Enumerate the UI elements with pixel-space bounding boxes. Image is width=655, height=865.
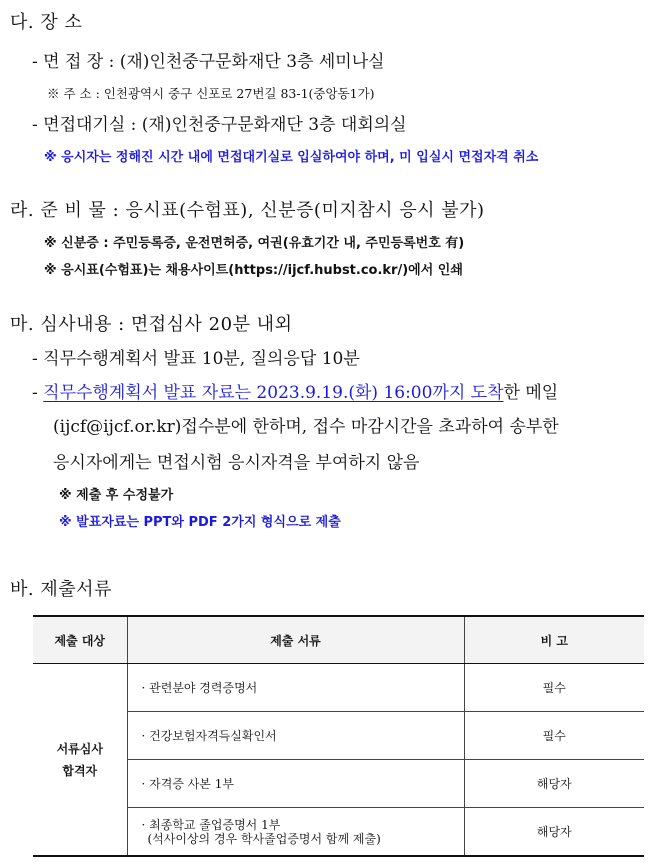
target-line-1: 서류심사 [56,741,103,756]
deadline-line [32,378,558,403]
format-note: ※ 발표자료는 PPT와 PDF 2가지 형식으로 제출 [59,515,341,530]
header-remarks: 비 고 [464,616,644,664]
venue-line: - 면 접 장 : (재)인천중구문화재단 3층 세미나실 [32,52,385,72]
target-cell [33,664,127,857]
deadline-highlight: 직무수행계획서 발표 자료는 2023.9.19.(화) 16:00까지 도착 [43,383,504,403]
table-header-row [33,616,644,664]
remark-cell: 필수 [464,712,644,760]
remark-cell: 필수 [464,664,644,712]
section-ra-heading: 라. 준 비 물 : 응시표(수험표), 신분증(미지참시 응시 불가) [10,200,485,221]
target-line-2: 합격자 [62,763,98,778]
id-card-note: ※ 신분증 : 주민등록증, 운전면허증, 여권(유효기간 내, 주민등록번호 有) [44,236,465,251]
entry-notice: ※ 응시자는 정해진 시간 내에 면접대기실로 입실하여야 하며, 미 입실시 면접자격 취소 [44,150,539,165]
waiting-room-line: - 면접대기실 : (재)인천중구문화재단 3층 대회의실 [32,115,407,135]
document-cell [127,808,464,857]
document-cell: · 자격증 사본 1부 [127,760,464,808]
deadline-rest: 한 메일 [503,383,559,403]
deadline-line-3: 응시자에게는 면접시험 응시자격을 부여하지 않음 [53,453,420,473]
document-text: · 최종학교 졸업증명서 1부 [141,817,281,832]
section-ma-heading: 마. 심사내용 : 면접심사 20분 내외 [10,314,293,335]
presentation-time-line: - 직무수행계획서 발표 10분, 질의응답 10분 [32,349,360,369]
deadline-dash: - [32,383,44,403]
header-documents: 제출 서류 [127,616,464,664]
section-ba-heading: 바. 제출서류 [10,579,112,600]
address-note: ※ 주 소 : 인천광역시 중구 신포로 27번길 83-1(중앙동1가) [47,86,375,101]
document-cell: · 건강보험자격득실확인서 [127,712,464,760]
remark-cell: 해당자 [464,760,644,808]
document-cell: · 관련분야 경력증명서 [127,664,464,712]
documents-table [33,615,644,857]
remark-cell: 해당자 [536,825,572,839]
header-target: 제출 대상 [33,616,127,664]
no-edit-note: ※ 제출 후 수정불가 [59,488,174,503]
section-da-heading: 다. 장 소 [10,12,83,33]
ticket-note: ※ 응시표(수험표)는 채용사이트(https://ijcf.hubst.co.kr/)에서 인쇄 [44,263,463,278]
document-subtext: (석사이상의 경우 학사졸업증명서 함께 제출) [147,831,381,846]
table-row [33,664,644,712]
deadline-line-2: (ijcf@ijcf.or.kr)접수분에 한하며, 접수 마감시간을 초과하여 송부한 [53,417,559,437]
